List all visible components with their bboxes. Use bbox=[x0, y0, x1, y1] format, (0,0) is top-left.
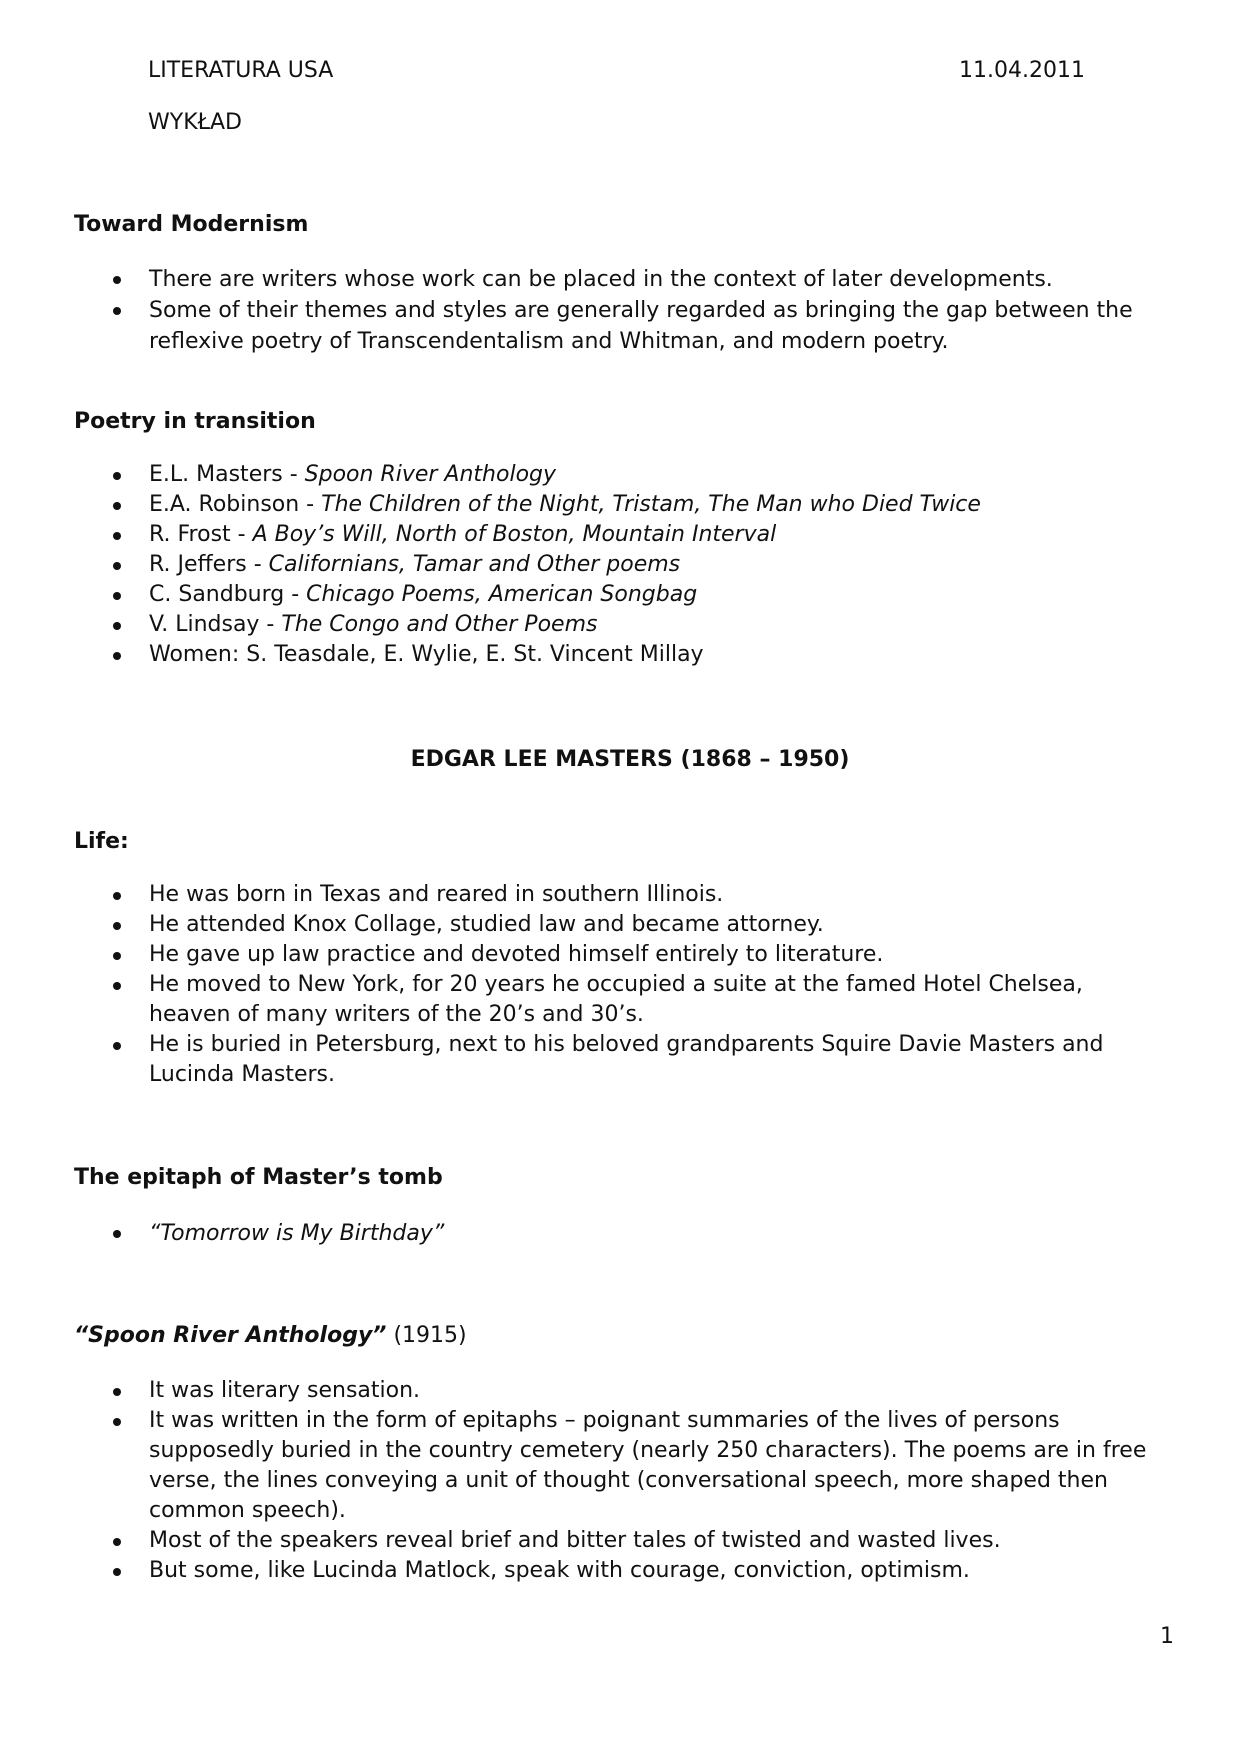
course-title: LITERATURA USA bbox=[148, 58, 334, 83]
bullet-icon bbox=[113, 952, 121, 960]
bullet-icon bbox=[113, 652, 121, 660]
section-heading-toward-modernism: Toward Modernism bbox=[74, 212, 309, 237]
list-item: He moved to New York, for 20 years he occupied a suite at the famed Hotel Chelsea, heaven of many writers of the 20’s and 30’s. bbox=[110, 970, 1159, 1030]
bullet-icon bbox=[113, 562, 121, 570]
list-item: It was written in the form of epitaphs – poignant summaries of the lives of persons supposedly buried in the country cemetery (nearly 250 characters). The poems are in free verse, the lines conveying a unit of thought (conversational speech, more shaped then common speech). bbox=[110, 1406, 1159, 1526]
list-item: He was born in Texas and reared in southern Illinois. bbox=[110, 880, 1180, 910]
list-item: There are writers whose work can be placed in the context of later developments. bbox=[110, 264, 1180, 295]
bullet-icon bbox=[113, 1418, 121, 1426]
bullet-icon bbox=[113, 472, 121, 480]
spoon-river-list bbox=[110, 1376, 1180, 1586]
bullet-icon bbox=[113, 592, 121, 600]
list-item: It was literary sensation. bbox=[110, 1376, 1180, 1406]
section-heading-poetry-in-transition: Poetry in transition bbox=[74, 409, 316, 434]
masters-title: EDGAR LEE MASTERS (1868 – 1950) bbox=[410, 747, 850, 772]
list-item: C. Sandburg - Chicago Poems, American Songbag bbox=[110, 580, 1180, 610]
list-item: He attended Knox Collage, studied law and became attorney. bbox=[110, 910, 1180, 940]
bullet-icon bbox=[113, 1230, 121, 1238]
list-item: “Tomorrow is My Birthday” bbox=[110, 1218, 1180, 1249]
list-item: E.A. Robinson - The Children of the Night, Tristam, The Man who Died Twice bbox=[110, 490, 1180, 520]
list-item: He gave up law practice and devoted himself entirely to literature. bbox=[110, 940, 1180, 970]
page-number: 1 bbox=[1160, 1624, 1174, 1649]
bullet-icon bbox=[113, 532, 121, 540]
section-heading-life: Life: bbox=[74, 829, 129, 854]
list-item: R. Frost - A Boy’s Will, North of Boston, Mountain Interval bbox=[110, 520, 1180, 550]
lecture-type: WYKŁAD bbox=[148, 110, 242, 135]
section-heading-spoon-river: “Spoon River Anthology” (1915) bbox=[74, 1323, 467, 1348]
list-item: R. Jeffers - Californians, Tamar and Other poems bbox=[110, 550, 1180, 580]
bullet-icon bbox=[113, 622, 121, 630]
bullet-icon bbox=[113, 922, 121, 930]
bullet-icon bbox=[113, 982, 121, 990]
bullet-icon bbox=[113, 307, 121, 315]
list-item: Women: S. Teasdale, E. Wylie, E. St. Vincent Millay bbox=[110, 640, 1180, 670]
lecture-date: 11.04.2011 bbox=[959, 58, 1085, 83]
toward-modernism-list bbox=[110, 264, 1180, 357]
poetry-transition-list bbox=[110, 460, 1180, 670]
epitaph-list bbox=[110, 1218, 1180, 1249]
bullet-icon bbox=[113, 1042, 121, 1050]
bullet-icon bbox=[113, 1388, 121, 1396]
section-heading-epitaph: The epitaph of Master’s tomb bbox=[74, 1165, 443, 1190]
bullet-icon bbox=[113, 892, 121, 900]
list-item: Most of the speakers reveal brief and bitter tales of twisted and wasted lives. bbox=[110, 1526, 1180, 1556]
list-item: He is buried in Petersburg, next to his beloved grandparents Squire Davie Masters and Lucinda Masters. bbox=[110, 1030, 1179, 1090]
bullet-icon bbox=[113, 502, 121, 510]
bullet-icon bbox=[113, 1568, 121, 1576]
list-item: V. Lindsay - The Congo and Other Poems bbox=[110, 610, 1180, 640]
bullet-icon bbox=[113, 1538, 121, 1546]
bullet-icon bbox=[113, 276, 121, 284]
list-item: But some, like Lucinda Matlock, speak with courage, conviction, optimism. bbox=[110, 1556, 1180, 1586]
life-list bbox=[110, 880, 1180, 1090]
list-item: Some of their themes and styles are generally regarded as bringing the gap between the reflexive poetry of Transcendentalism and Whitman, and modern poetry. bbox=[110, 295, 1179, 357]
list-item: E.L. Masters - Spoon River Anthology bbox=[110, 460, 1180, 490]
